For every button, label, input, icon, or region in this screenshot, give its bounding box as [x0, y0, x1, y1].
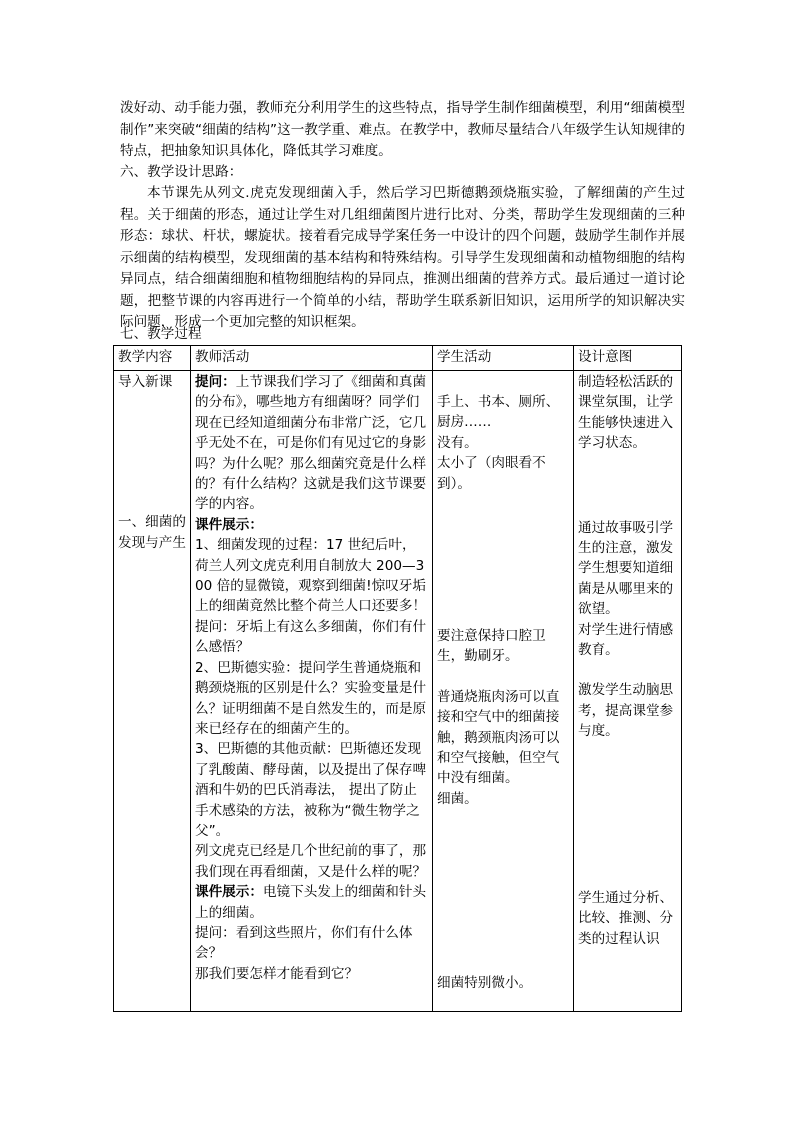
header-intent: 设计意图 [574, 346, 682, 371]
row2-item-1: 1、细菌发现的过程：17 世纪后叶，荷兰人列文虎克利用自制放大 200—300 倍的显微镜，观察到细菌!惊叹牙垢上的细菌竟然比整个荷兰人口还要多！ [195, 537, 427, 615]
row2-ask-3: 那我们要怎样才能看到它？ [195, 965, 359, 982]
header-content: 教学内容 [114, 346, 191, 371]
row2-student-c: 细菌。 [437, 790, 478, 807]
row2-intent-b: 对学生进行情感教育。 [578, 621, 674, 659]
row2-show-label-2: 课件展示： [195, 884, 263, 901]
row1-content [114, 371, 191, 1012]
row2-item-3: 3、巴斯德的其他贡献：巴斯德还发现了乳酸菌、酵母菌，以及提出了保存啤酒和牛奶的巴氏消毒法， 提出了防止手术感染的方法，被称为“微生物学之父”。 [195, 741, 427, 839]
row2-show-2: 电镜下头发上的细菌和针头上的细菌。 [195, 884, 427, 921]
row2-student-a: 要注意保持口腔卫生，勤刷牙。 [437, 628, 546, 665]
row1-question-label: 提问： [195, 374, 236, 390]
row2-intent-c: 激发学生动脑思考，提高课堂参与度。 [578, 682, 674, 740]
row2-intent-a: 通过故事吸引学生的注意，激发学生想要知道细菌是从哪里来的欲望。 [578, 519, 674, 618]
section6-paragraph: 本节课先从列文.虎克发现细菌入手，然后学习巴斯德鹅颈烧瓶实验，了解细菌的产生过程。关于细菌的形态，通过让学生对几组细菌图片进行比对、分类，帮助学生发现细菌的三种形态：球状、杆状，螺旋状。接着看完成导学案任务一中设计的四个问题，鼓励学生制作并展示细菌的结构模型，发现细菌的基本结构和特殊结构。引导学生发现细菌和动植物细胞的结构异同点，结合细菌细胞和植物细胞结构的异同点，推测出细菌的营养方式。最后通过一道讨论题，把整节课的内容再进行一个简单的小结，帮助学生联系新旧知识，运用所学的知识解决实际问题，形成一个更加完整的知识框架。 [120, 185, 685, 330]
row2-ask-1: 提问：牙垢上有这么多细菌，你们有什么感悟？ [195, 618, 427, 656]
lesson-table [113, 345, 682, 1012]
row2-intent-d: 学生通过分析、比较、推测、分类的过程认识 [578, 889, 674, 947]
header-student: 学生活动 [433, 346, 574, 371]
row1-intent-text: 制造轻松活跃的课堂氛围，让学生能够快速进入学习状态。 [578, 374, 674, 452]
row1-student-3: 太小了（肉眼看不到）。 [437, 455, 546, 492]
row1-student-1: 手上、书本、厕所、厨房…… [437, 394, 560, 431]
row2-item-2: 2、巴斯德实验：提问学生普通烧瓶和鹅颈烧瓶的区别是什么？实验变量是什么？证明细菌不是自然发生的，而是原来已经存在的细菌产生的。 [195, 659, 427, 737]
row2-content-text: 一、细菌的发现与产生 [118, 514, 186, 551]
row2-student-b: 普通烧瓶肉汤可以直接和空气中的细菌接触，鹅颈瓶肉汤可以和空气接触，但空气中没有细菌。 [437, 688, 560, 787]
row2-show-label-1: 课件展示： [195, 516, 263, 533]
row2-transition: 列文虎克已经是几个世纪前的事了，那我们现在再看细菌，又是什么样的呢？ [195, 843, 427, 880]
row1-intent [574, 371, 682, 1012]
row1-question-text: 上节课我们学习了《细菌和真菌的分布》，哪些地方有细菌呀？同学们现在已经知道细菌分布非常广泛，它几乎无处不在，可是你们有见过它的身影吗？为什么呢？那么细菌究竟是什么样的？有什么结构？这就是我们这节课要学的内容。 [195, 374, 427, 513]
intro-paragraph: 泼好动、动手能力强，教师充分利用学生的这些特点，指导学生制作细菌模型，利用“细菌模型制作”来突破“细菌的结构”这一教学重、难点。在教学中，教师尽量结合八年级学生认知规律的特点，把抽象知识具体化，降低其学习难度。 [120, 100, 685, 159]
row1-content-text: 导入新课 [118, 374, 173, 390]
header-teacher: 教师活动 [191, 346, 433, 371]
section7-heading: 七、教学过程 [120, 326, 202, 342]
row1-student-2: 没有。 [437, 434, 478, 451]
row2-student-d: 细菌特别微小。 [437, 975, 533, 992]
row1-teacher [191, 371, 433, 1012]
row2-ask-2: 提问：看到这些照片，你们有什么体会？ [195, 924, 413, 962]
table-header-row [114, 346, 682, 371]
table-row-intro [114, 371, 682, 1012]
section6-heading: 六、教学设计思路： [120, 164, 243, 180]
row1-student [433, 371, 574, 1012]
